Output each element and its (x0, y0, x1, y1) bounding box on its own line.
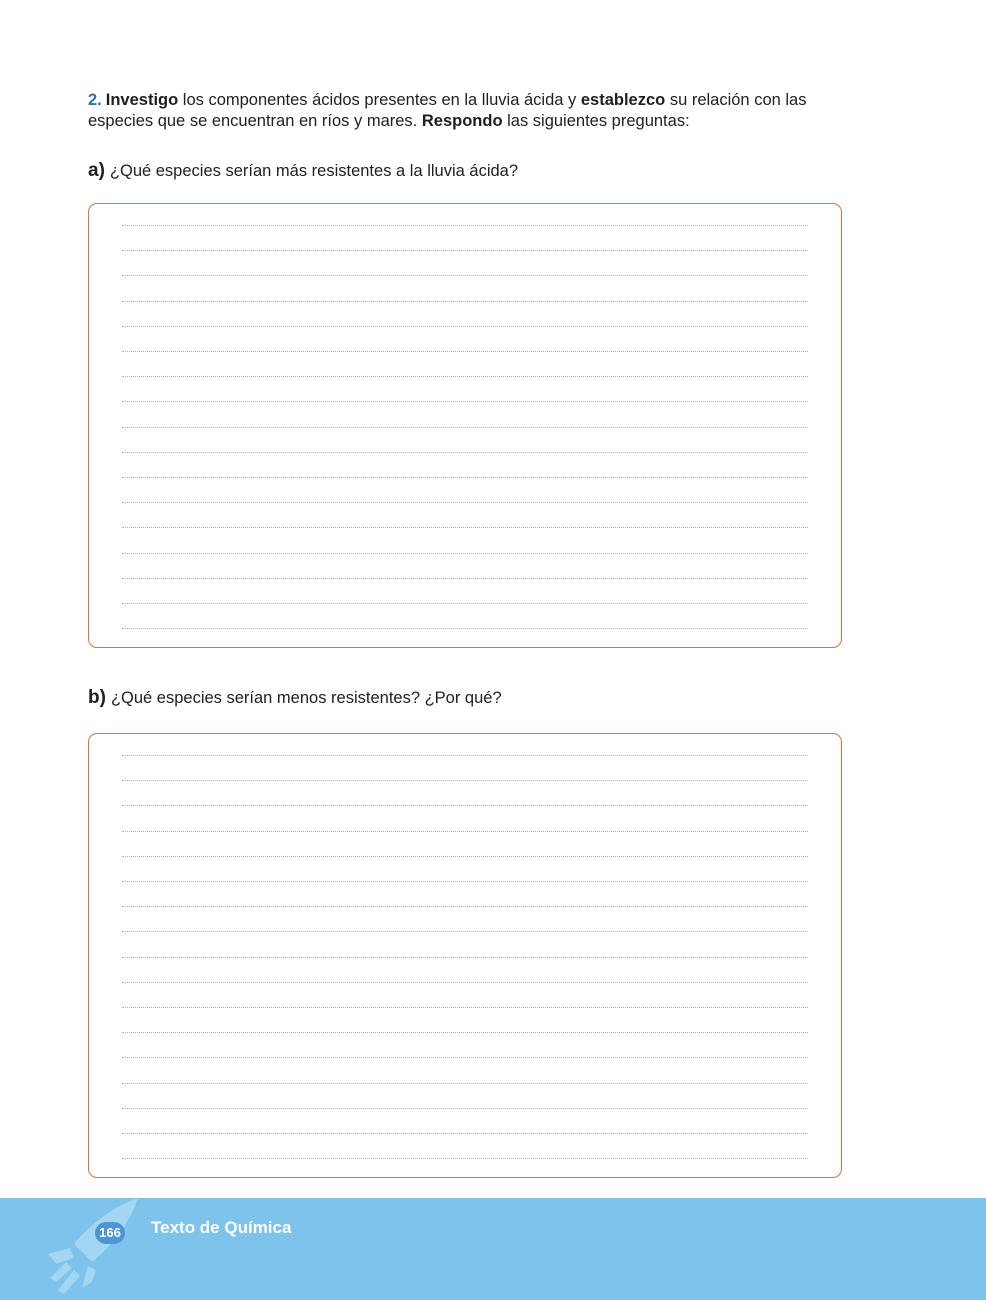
writing-line (122, 401, 808, 402)
instruction-verb-investigo: Investigo (105, 91, 179, 109)
writing-line (122, 603, 808, 604)
writing-line (122, 881, 808, 882)
book-title: Texto de Química (151, 1218, 292, 1237)
writing-line (122, 427, 808, 428)
writing-line (122, 931, 808, 932)
writing-line (122, 1057, 808, 1058)
writing-line (122, 326, 808, 327)
writing-line (122, 275, 808, 276)
writing-line (122, 805, 808, 806)
writing-line (122, 1133, 808, 1134)
writing-line (122, 250, 808, 251)
writing-line (122, 477, 808, 478)
exercise-instructions (88, 90, 868, 132)
writing-line (122, 906, 808, 907)
writing-line (122, 376, 808, 377)
writing-line (122, 452, 808, 453)
question-a-letter: a) (88, 160, 105, 181)
writing-line (122, 553, 808, 554)
writing-line (122, 502, 808, 503)
writing-line (122, 1083, 808, 1084)
answer-box-a[interactable] (88, 203, 842, 648)
writing-line (122, 301, 808, 302)
footer-band (0, 1198, 986, 1300)
question-b (88, 687, 502, 709)
writing-line (122, 957, 808, 958)
instruction-text: su relación con las especies que se encuentran en ríos y mares. (88, 91, 807, 130)
rocket-icon (30, 1198, 150, 1300)
writing-line (122, 628, 808, 629)
writing-line (122, 831, 808, 832)
writing-line (122, 351, 808, 352)
question-a-text: ¿Qué especies serían más resistentes a la lluvia ácida? (109, 162, 519, 180)
writing-line (122, 755, 808, 756)
question-a (88, 160, 518, 182)
instruction-text: las siguientes preguntas: (502, 112, 690, 130)
question-b-letter: b) (88, 687, 106, 708)
page-number-badge: 166 (95, 1222, 125, 1244)
writing-line (122, 225, 808, 226)
writing-line (122, 856, 808, 857)
question-b-text: ¿Qué especies serían menos resistentes? ¿Por qué? (110, 689, 502, 707)
writing-line (122, 982, 808, 983)
instruction-text: los componentes ácidos presentes en la lluvia ácida y (178, 91, 581, 109)
instruction-verb-respondo: Respondo (421, 112, 503, 130)
answer-box-b[interactable] (88, 733, 842, 1178)
writing-line (122, 780, 808, 781)
instruction-verb-establezco: establezco (580, 91, 666, 109)
writing-line (122, 1108, 808, 1109)
writing-line (122, 578, 808, 579)
writing-line (122, 1158, 808, 1159)
exercise-number: 2. (88, 91, 102, 109)
writing-line (122, 1032, 808, 1033)
writing-line (122, 527, 808, 528)
writing-line (122, 1007, 808, 1008)
